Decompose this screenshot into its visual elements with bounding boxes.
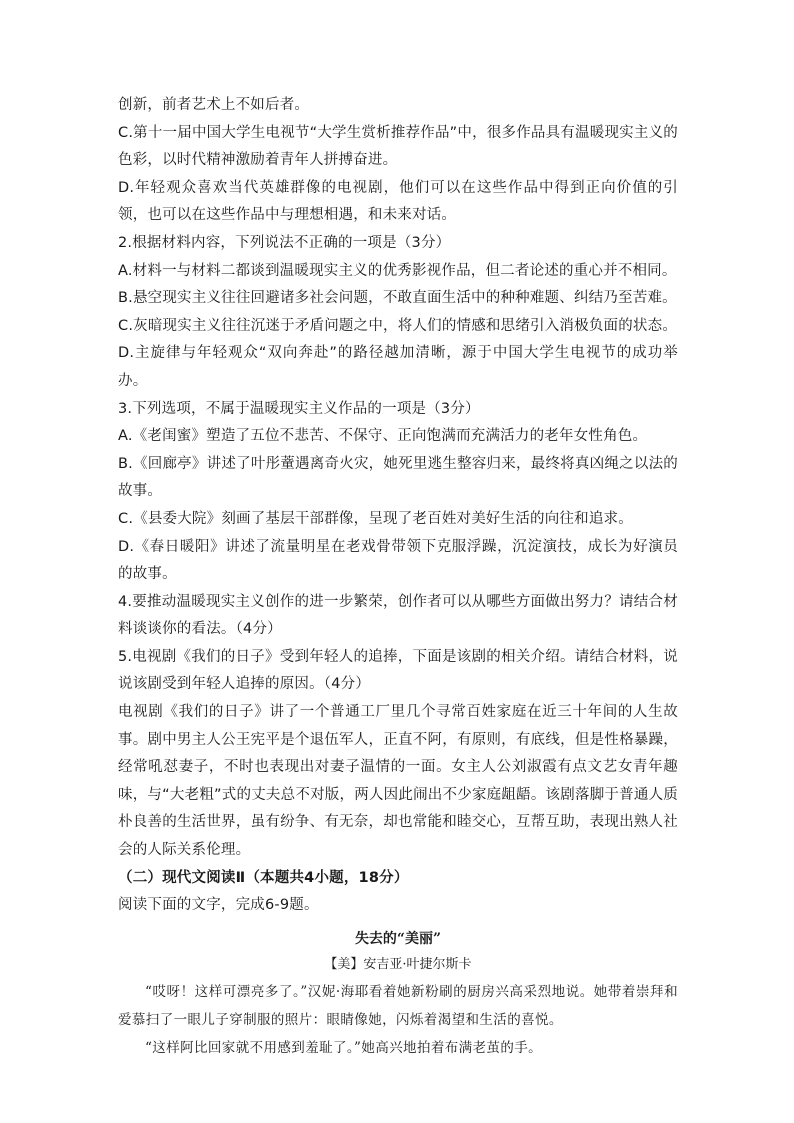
question-3-option-a: A.《老闺蜜》塑造了五位不悲苦、不保守、正向饱满而充满活力的老年女性角色。: [118, 428, 648, 445]
question-3-option-b: B.《回廊亭》讲述了叶彤蕫遇离奇火灾，她死里逃生整容归来，最终将真凶绳之以法的故事。: [118, 455, 678, 500]
document-page: [118, 92, 678, 1062]
question-2: 2.根据材料内容，下列说法不正确的一项是（3分）: [118, 234, 451, 251]
story-author: 【美】安吉亚·叶捷尔斯卡: [324, 956, 472, 972]
question-5: 5.电视剧《我们的日子》受到年轻人的追捧，下面是该剧的相关介绍。请结合材料，说说该剧受到年轻人追捧的原因。（4分）: [118, 648, 678, 693]
question-3: 3.下列选项，不属于温暖现实主义作品的一项是（3分）: [118, 400, 480, 417]
question-3-option-d: D.《春日暖阳》讲述了流量明星在老戏骨带领下克服浮躁，沉淀演技，成长为好演员的故事。: [118, 538, 678, 583]
option-c: C.第十一届中国大学生电视节“大学生赏析推荐作品”中，很多作品具有温暖现实主义的色彩，以时代精神激励着青年人拼搏奋进。: [118, 124, 678, 169]
question-3-option-c: C.《县委大院》刻画了基层干部群像，呈现了老百姓对美好生活的向往和追求。: [118, 510, 633, 527]
section-heading: （二）现代文阅读Ⅱ（本题共4小题，18分）: [118, 869, 409, 886]
question-4: 4.要推动温暖现实主义创作的进一步繁荣，创作者可以从哪些方面做出努力？请结合材料谈谈你的看法。（4分）: [118, 593, 678, 638]
question-2-option-b: B.悬空现实主义往往回避诸多社会问题，不敢直面生活中的种种难题、纠结乃至苦难。: [118, 290, 677, 307]
story-title: 失去的“美丽”: [354, 930, 442, 947]
text-line: 创新，前者艺术上不如后者。: [118, 97, 310, 113]
question-2-option-a: A.材料一与材料二都谈到温暖现实主义的优秀影视作品，但二者论述的重心并不相同。: [118, 262, 677, 279]
story-paragraph: “哎呀！这样可漂亮多了。”汉妮·海耶看着她新粉刷的厨房兴高采烈地说。她带着崇拜和爱慕扫了一眼儿子穿制服的照片：眼睛像她，闪烁着渴望和生活的喜悦。: [118, 983, 678, 1028]
question-2-option-d: D.主旋律与年轻观众“双向奔赴”的路径越加清晰，源于中国大学生电视节的成功举办。: [118, 345, 678, 389]
question-2-option-c: C.灰暗现实主义往往沉迷于矛盾问题之中，将人们的情感和思绪引入消极负面的状态。: [118, 317, 678, 334]
option-d: D.年轻观众喜欢当代英雄群像的电视剧，他们可以在这些作品中得到正向价值的引领，也可以在这些作品中与理想相遇，和未来对话。: [118, 179, 678, 224]
reading-instruction: 阅读下面的文字，完成6-9题。: [118, 897, 319, 914]
drama-introduction: 电视剧《我们的日子》讲了一个普通工厂里几个寻常百姓家庭在近三十年间的人生故事。剧中男主人公王宪平是个退伍军人，正直不阿，有原则，有底线，但是性格暴躁，经常吼怼妻子，不时也表现出对妻子温情的一面。女主人公刘淑霞有点文艺女青年趣味，与“大老粗”式的丈夫总不对版，两人因此闹出不少家庭龃龉。该剧落脚于普通人质朴良善的生活世界，虽有纷争、有无奈，却也常能和睦交心，互帮互助，表现出熟人社会的人际关系伦理。: [118, 704, 678, 859]
story-paragraph: “这样阿比回家就不用感到羞耻了。”她高兴地拍着布满老茧的手。: [145, 1039, 543, 1056]
